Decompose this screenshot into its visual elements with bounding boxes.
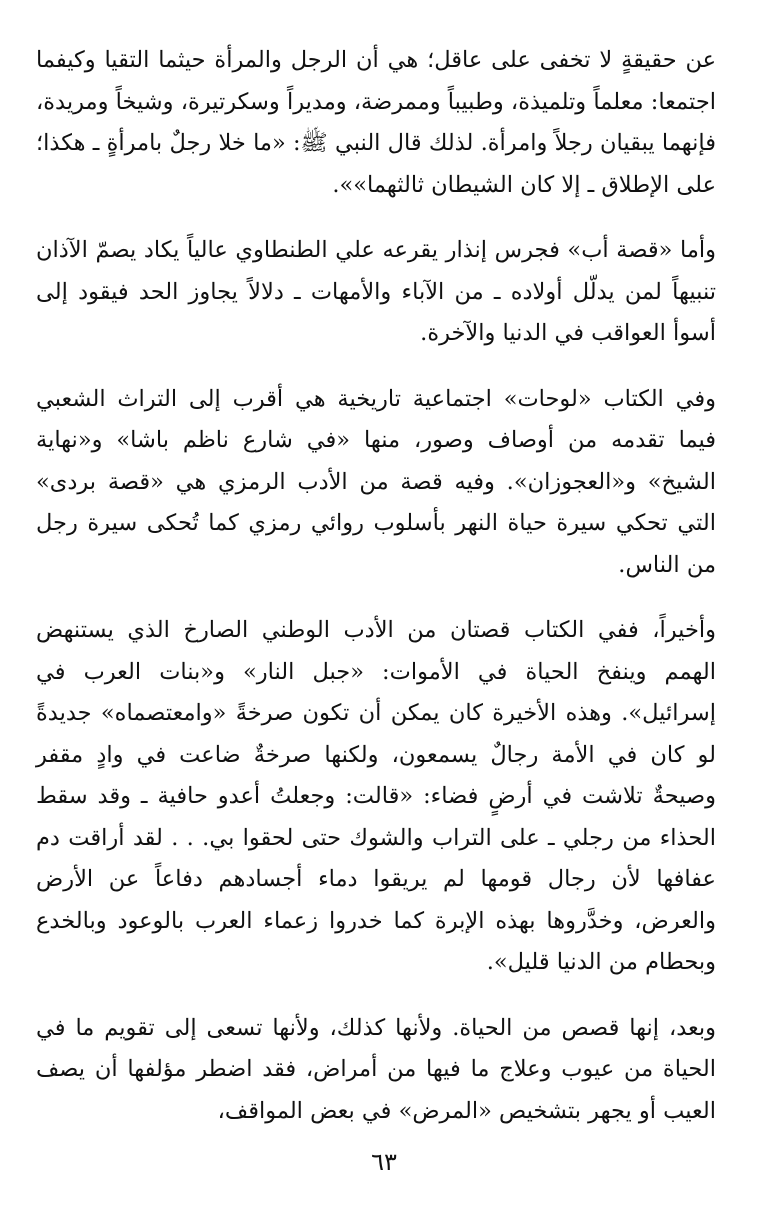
body-text (36, 40, 716, 1156)
paragraph-5: وبعد، إنها قصص من الحياة. ولأنها كذلك، ولأنها تسعى إلى تقويم ما في الحياة من عيوب وعلاج ما فيها من أمراض، فقد اضطر مؤلفها أن يصف العيب أو يجهر بتشخيص «المرض» في بعض المواقف، (36, 1014, 716, 1124)
page-number: ٦٣ (371, 1148, 397, 1176)
paragraph-3: وفي الكتاب «لوحات» اجتماعية تاريخية هي أقرب إلى التراث الشعبي فيما تقدمه من أوصاف وصور، منها «في شارع ناظم باشا» و«نهاية الشيخ» و«العجوزان». وفيه قصة من الأدب الرمزي هي «قصة بردى» التي تحكي سيرة حياة النهر بأسلوب روائي رمزي كما تُحكى سيرة رجل من الناس. (36, 385, 716, 578)
paragraph-2: وأما «قصة أب» فجرس إنذار يقرعه علي الطنطاوي عالياً يكاد يصمّ الآذان تنبيهاً لمن يدلّل أولاده ـ من الآباء والأمهات ـ دلالاً يجاوز الحد فيقود إلى أسوأ العواقب في الدنيا والآخرة. (36, 237, 716, 346)
paragraph-4: وأخيراً، ففي الكتاب قصتان من الأدب الوطني الصارخ الذي يستنهض الهمم وينفخ الحياة في الأموات: «جبل النار» و«بنات العرب في إسرائيل». وهذه الأخيرة كان يمكن أن تكون صرخةً «وامعتصماه» جديدةً لو كان في الأمة رجالٌ يسمعون، ولكنها صرخةٌ ضاعت في وادٍ مقفر وصيحةٌ تلاشت في أرضٍ فضاء: «قالت: وجعلتُ أعدو حافية ـ وقد سقط الحذاء من رجلي ـ على التراب والشوك حتى لحقوا بي. . . لقد أراقت دم عفافها لأن رجال قومها لم يريقوا دماء أجسادهم دفاعاً عن الأرض والعرض، وخدَّروها بهذه الإبرة كما خدروا زعماء العرب بالوعود وبالخدع وبحطام من الدنيا قليل». (36, 617, 716, 975)
paragraph-1: عن حقيقةٍ لا تخفى على عاقل؛ هي أن الرجل والمرأة حيثما التقيا وكيفما اجتمعا: معلماً وتلميذة، وطبيباً وممرضة، ومديراً وسكرتيرة، وشيخاً ومريدة، فإنهما يبقيان رجلاً وامرأة. لذلك قال النبي ﷺ: «ما خلا رجلٌ بامرأةٍ ـ هكذا؛ على الإطلاق ـ إلا كان الشيطان ثالثهما»». (36, 47, 716, 198)
